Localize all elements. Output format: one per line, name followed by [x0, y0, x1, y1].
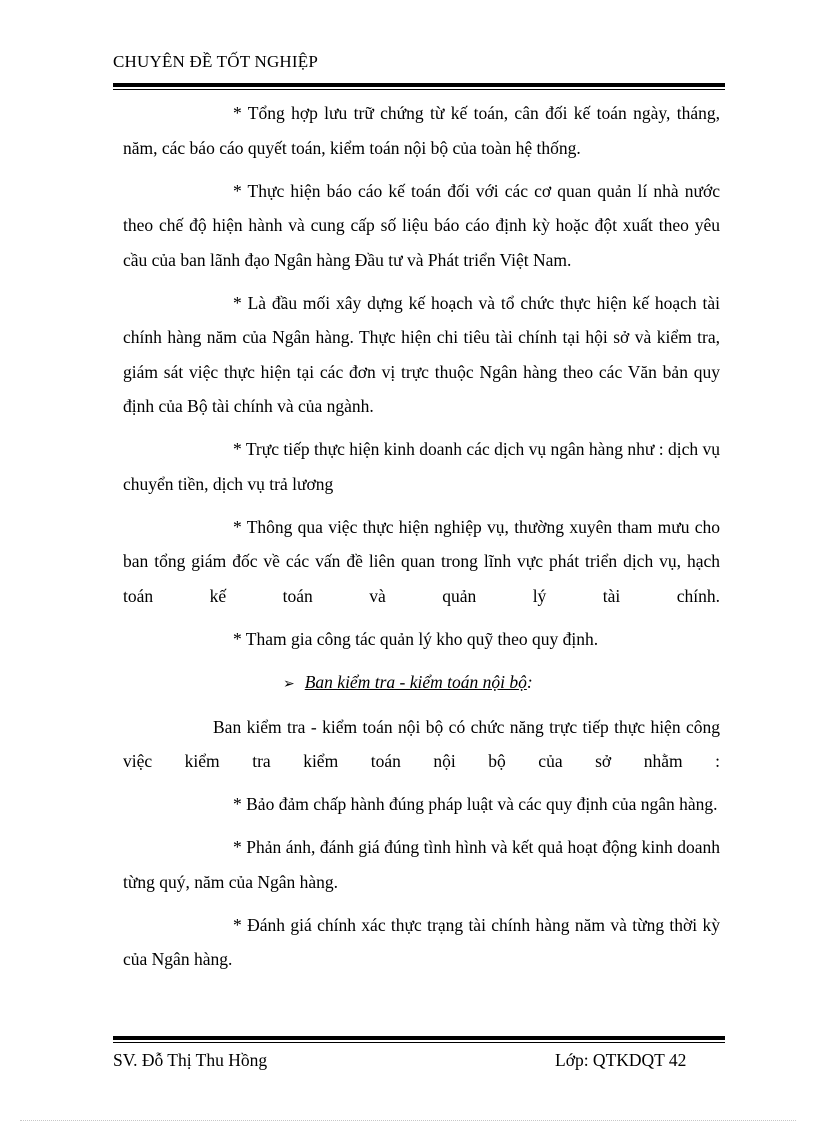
- section-heading-label: Ban kiểm tra - kiểm toán nội bộ: [304, 671, 527, 692]
- body-paragraph: * Trực tiếp thực hiện kinh doanh các dịch vụ ngân hàng như : dịch vụ chuyển tiền, dịch vụ trả lương: [123, 439, 720, 494]
- section-heading-colon: :: [526, 671, 533, 692]
- body-paragraph: * Thực hiện báo cáo kế toán đối với các cơ quan quản lí nhà nước theo chế độ hiện hành và cung cấp số liệu báo cáo định kỳ hoặc đột xuất theo yêu cầu của ban lãnh đạo Ngân hàng Đầu tư và Phát triển Việt Nam.: [123, 180, 720, 270]
- footer-rule-thin: [113, 1042, 725, 1043]
- body-paragraph: * Đánh giá chính xác thực trạng tài chính hàng năm và từng thời kỳ của Ngân hàng.: [123, 914, 720, 969]
- body-paragraph: * Bảo đảm chấp hành đúng pháp luật và các quy định của ngân hàng.: [233, 794, 718, 814]
- body-paragraph: * Là đầu mối xây dựng kế hoạch và tổ chức thực hiện kế hoạch tài chính hàng năm của Ngân hàng. Thực hiện chi tiêu tài chính tại hội sở và kiểm tra, giám sát việc thực hiện tại các đơn vị trực thuộc Ngân hàng theo các Văn bản quy định của Bộ tài chính và của ngành.: [123, 292, 720, 416]
- header-rule-thick: [113, 83, 725, 87]
- footer-class: Lớp: QTKDQT 42: [555, 1050, 687, 1070]
- body-paragraph: * Tổng hợp lưu trữ chứng từ kế toán, cân đối kế toán ngày, tháng, năm, các báo cáo quyết toán, kiểm toán nội bộ của toàn hệ thống.: [123, 103, 720, 158]
- page-bottom-border: [20, 1120, 796, 1121]
- footer-student-name: SV. Đỗ Thị Thu Hồng: [113, 1050, 268, 1070]
- arrow-bullet-icon: ➢: [283, 675, 295, 692]
- header-title: CHUYÊN ĐỀ TỐT NGHIỆP: [113, 52, 319, 71]
- body-paragraph: * Thông qua việc thực hiện nghiệp vụ, thường xuyên tham mưu cho ban tổng giám đốc về các vấn đề liên quan trong lĩnh vực phát triển dịch vụ, hạch toán kế toán và quản lý tài chính.: [123, 516, 720, 606]
- section-heading: [123, 665, 720, 702]
- footer-rule-thick: [113, 1036, 725, 1040]
- body-paragraph: * Phản ánh, đánh giá đúng tình hình và kết quả hoạt động kinh doanh từng quý, năm của Ngân hàng.: [123, 837, 720, 892]
- document-body: [123, 96, 720, 985]
- body-paragraph: Ban kiểm tra - kiểm toán nội bộ có chức năng trực tiếp thực hiện công việc kiểm tra kiểm toán nội bộ của sở nhằm :: [123, 716, 720, 771]
- header-rule-thin: [113, 89, 725, 90]
- body-paragraph: * Tham gia công tác quản lý kho quỹ theo quy định.: [233, 628, 599, 649]
